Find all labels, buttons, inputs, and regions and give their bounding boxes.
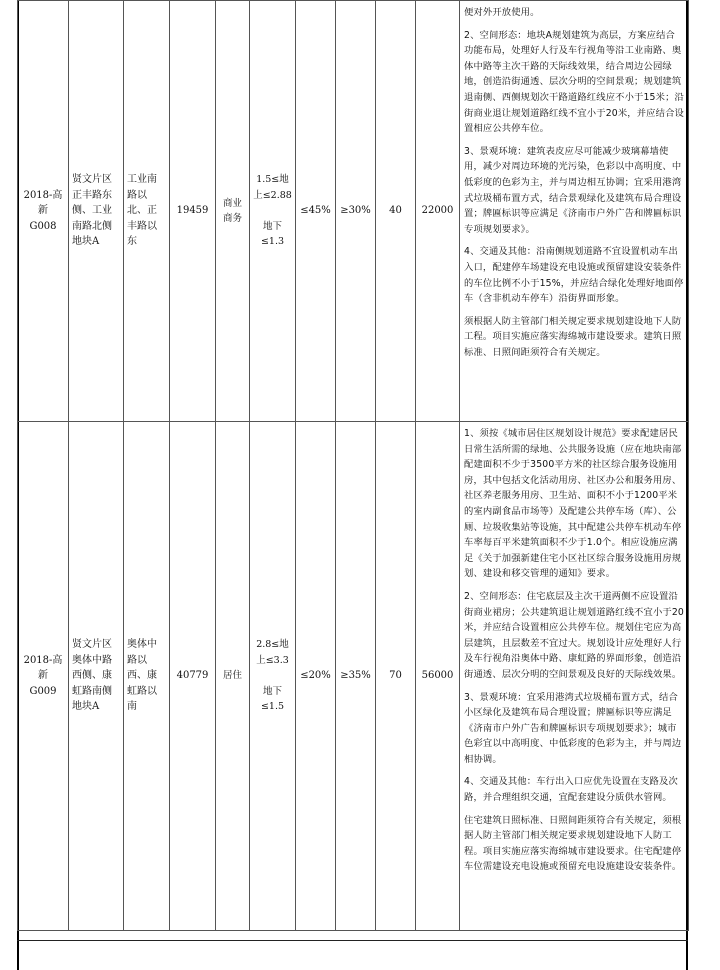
parcel-gfa-cell: 22000: [416, 1, 460, 422]
table-bottom-divider: [17, 940, 688, 941]
requirement-paragraph: 便对外开放使用。: [464, 7, 540, 18]
far-above-ground: 2.8≤地上≤3.3: [256, 639, 289, 666]
far-below-ground: 地下≤1.5: [260, 685, 285, 713]
requirement-paragraph: 4、交通及其他：沿南侧规划道路不宜设置机动车出入口，配建停车场建设充电设施或预留建设安装条件的车位比例不小于15%，并应结合绿化处理好地面停车（含非机动车停车）沿街界面形象。: [464, 246, 684, 305]
far-above-ground: 1.5≤地上≤2.88: [253, 174, 292, 201]
requirement-paragraph: 2、空间形态：地块A规划建筑为高层，方案应结合功能布局，处理好人行及车行视角等沿工业南路、奥体中路等主次干路的天际线效果，结合周边公园绿地，创造沿街通透、层次分明的空间景观；规划建筑退南侧、西侧规划次干路道路红线应不小于15米；沿街商业退让规划道路红线不宜小于20米，并应结合设置相应公共停车位。: [464, 29, 684, 135]
parcel-id-line2: G009: [29, 685, 57, 697]
requirement-paragraph: 3、景观环境：建筑表皮应尽可能减少玻璃幕墙使用，减少对周边环境的光污染，色彩以中高明度、中低彩度的色彩为主，并与周边相互协调；宜采用港湾式垃圾桶布置方式，结合景观绿化及建筑布局合理设置；牌匾标识等应满足《济南市户外广告和牌匾标识专项规划要求》。: [464, 145, 682, 235]
parcel-id-line2: G008: [29, 220, 57, 232]
requirement-paragraph: 须根据人防主管部门相关规定要求规划建设地下人防工程。项目实施应落实海绵城市建设要求。建筑日照标准、日照间距须符合有关规定。: [464, 315, 682, 358]
requirement-paragraph: 住宅建筑日照标准、日照间距须符合有关规定，须根据人防主管部门相关规定要求规划建设地下人防工程。项目实施应落实海绵城市建设要求。住宅配建停车位需建设充电设施或预留充电设施建设安装条件。: [464, 814, 682, 873]
parcel-location-cell: 贤文片区正丰路东侧、工业南路北侧地块A: [69, 1, 124, 422]
requirement-paragraph: 1、须按《城市居住区规划设计规范》要求配建居民日常生活所需的绿地、公共服务设施（应在地块南部配建面积不少于3500平方米的社区综合服务设施用房，其中包括文化活动用房、社区办公和服务用房、社区养老服务用房、卫生站、面积不小于1200平米的室内副食品市场等）及配建公共停车场（库）、公厕、垃圾收集站等设施，其中配建公共停车机动车停车率每百平米建筑面积不少于1.0个。相应设施应满足《关于加强新建住宅小区社区综合服务设施用房规划、建设和移交管理的通知》要求。: [464, 428, 682, 580]
parcel-id-line1: 2018-高新: [23, 189, 63, 217]
parcel-location-cell: 贤文片区奥体中路西侧、康虹路南侧地块A: [69, 422, 124, 931]
table-row: [18, 1, 689, 422]
parcel-boundary-cell: 工业南路以北、正丰路以东: [124, 1, 170, 422]
parcel-density-cell: ≤45%: [296, 1, 336, 422]
parcel-id-line1: 2018-高新: [23, 654, 63, 682]
parcel-far-cell: [250, 1, 296, 422]
parcel-green-ratio-cell: ≥30%: [336, 1, 376, 422]
parcel-use-cell: 居住: [216, 422, 250, 931]
parcel-gfa-cell: 56000: [416, 422, 460, 931]
requirement-paragraph: 2、空间形态：住宅底层及主次干道两侧不应设置沿街商业裙房；公共建筑退让规划道路红线不宜小于20米，并应结合设置相应公共停车位。规划住宅应为高层建筑，且层数差不宜过大。规划设计应处理好人行及车行视角沿奥体中路、康虹路的界面形象，创造沿街通透、层次分明的空间景观及良好的天际线效果。: [464, 590, 684, 680]
parcel-height-cell: 40: [376, 1, 416, 422]
parcel-area-cell: 40779: [170, 422, 216, 931]
table-row: [18, 422, 689, 931]
parcel-requirements-cell: [460, 1, 689, 422]
parcel-id-cell: [18, 1, 69, 422]
land-parcel-table: [17, 0, 689, 931]
far-below-ground: 地下≤1.3: [260, 220, 285, 248]
parcel-far-cell: [250, 422, 296, 931]
parcel-area-cell: 19459: [170, 1, 216, 422]
requirement-paragraph: 3、景观环境：宜采用港湾式垃圾桶布置方式，结合小区绿化及建筑布局合理设置；牌匾标识等应满足《济南市户外广告和牌匾标识专项规划要求》；城市色彩宜以中高明度、中低彩度的色彩为主，并与周边相协调。: [464, 691, 682, 765]
parcel-boundary-cell: 奥体中路以西、康虹路以南: [124, 422, 170, 931]
parcel-green-ratio-cell: ≥35%: [336, 422, 376, 931]
requirement-paragraph: 4、交通及其他：车行出入口应优先设置在支路及次路，并合理组织交通，宜配套建设分质供水管网。: [464, 776, 678, 804]
parcel-requirements-cell: [460, 422, 689, 931]
parcel-id-cell: [18, 422, 69, 931]
parcel-height-cell: 70: [376, 422, 416, 931]
parcel-use-cell: 商业商务: [216, 1, 250, 422]
parcel-density-cell: ≤20%: [296, 422, 336, 931]
